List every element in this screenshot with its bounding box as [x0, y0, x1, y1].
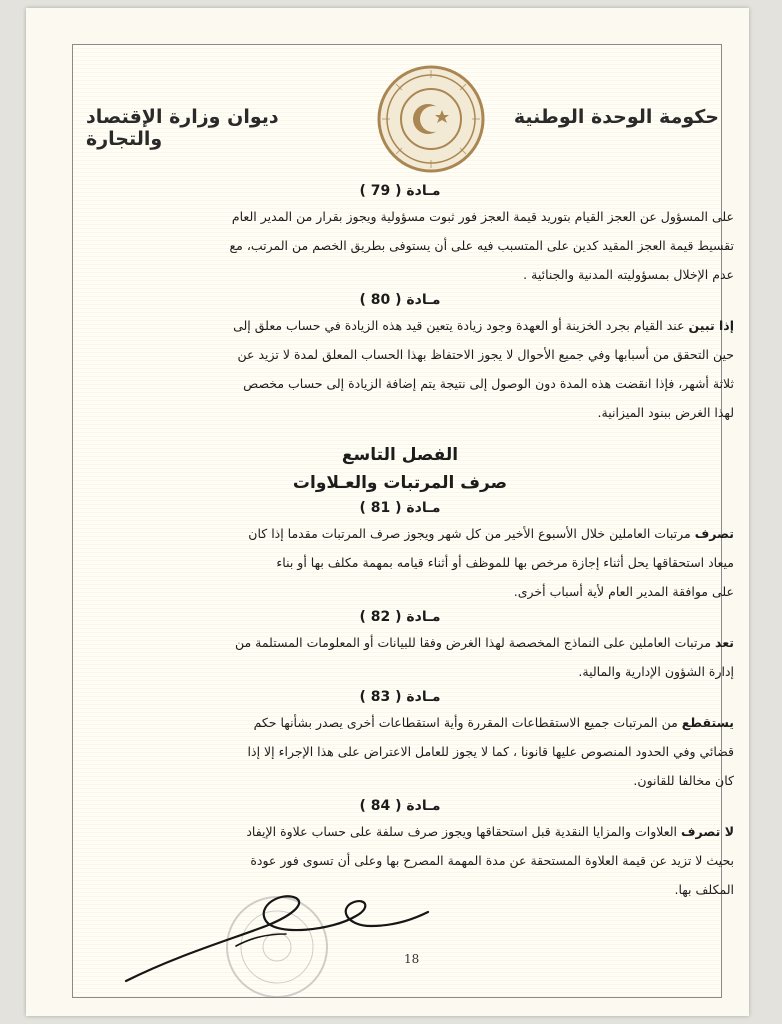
article-83-title: مـادة ( 83 )	[359, 689, 441, 705]
article-83-text: يستقطع من المرتبات جميع الاستقطاعات المقررة وأية استقطاعات أخرى يصدر بشأنها حكم قضائي وفي الحدود المنصوص عليها قانونا ، كما لا يجوز للعامل الاعتراض على هذا الإجراء إلا إذا كان مخالفا للقانون.	[247, 715, 734, 788]
article-80-title: مـادة ( 80 )	[359, 292, 441, 308]
article-81-text: تصرف مرتبات العاملين خلال الأسبوع الأخير من كل شهر ويجوز صرف المرتبات مقدما إذا كان ميعاد استحقاقها يحل أثناء إجازة مرخص بها للموظف أو أثناء قيامه بمهمة مكلف بها أو بناء على موافقة المدير العام لأية أسباب أخرى.	[248, 526, 734, 599]
article-82-text: تعد مرتبات العاملين على النماذج المخصصة لهذا الغرض وفقا للبيانات أو المعلومات المستلمة من إدارة الشؤون الإدارية والمالية.	[234, 635, 734, 679]
government-title: حكومة الوحدة الوطنية	[513, 106, 719, 128]
signature-icon	[116, 886, 436, 996]
article-81-title: مـادة ( 81 )	[359, 500, 441, 516]
article-84-title: مـادة ( 84 )	[359, 798, 441, 814]
ministry-title: ديوان وزارة الإقتصاد والتجارة	[86, 106, 279, 150]
document-sheet	[26, 8, 749, 1016]
article-79-text: على المسؤول عن العجز القيام بتوريد قيمة العجز فور ثبوت مسؤولية ويجوز بقرار من المدير العام تقسيط قيمة العجز المقيد كدين على المتسبب فيه على أن يستوفى بطريق الخصم من المرتب، مع عدم الإخلال بمسؤوليته المدنية والجنائية .	[229, 209, 734, 282]
article-80-text: إذا تبين عند القيام بجرد الخزينة أو العهدة وجود زيادة يتعين قيد هذه الزيادة في حساب معلق إلى حين التحقق من أسبابها وفي جميع الأحوال لا يجوز الاحتفاظ بهذا الحساب المعلق لمدة لا تزيد عن ثلاثة أشهر، فإذا انقضت هذه المدة دون الوصول إلى نتيجة يتم إضافة الزيادة إلى حساب مخصص لهذا الغرض ببنود الميزانية.	[233, 318, 734, 420]
article-82-title: مـادة ( 82 )	[359, 609, 441, 625]
chapter-number: الفصل التاسع	[341, 445, 459, 465]
chapter-title: صرف المرتبات والعـلاوات	[292, 473, 508, 493]
document-body	[66, 180, 734, 904]
page-number: 18	[404, 952, 420, 966]
article-84-text: لا تصرف العلاوات والمزايا النقدية قبل استحقاقها ويجوز صرف سلفة على حساب علاوة الإيفاد بحيث لا تزيد عن قيمة العلاوة المستحقة عن مدة المهمة المصرح بها وعلى أن تسوى فور عودة المكلف بها.	[246, 824, 734, 897]
state-seal-icon	[376, 64, 486, 174]
article-79-title: مـادة ( 79 )	[359, 183, 441, 199]
